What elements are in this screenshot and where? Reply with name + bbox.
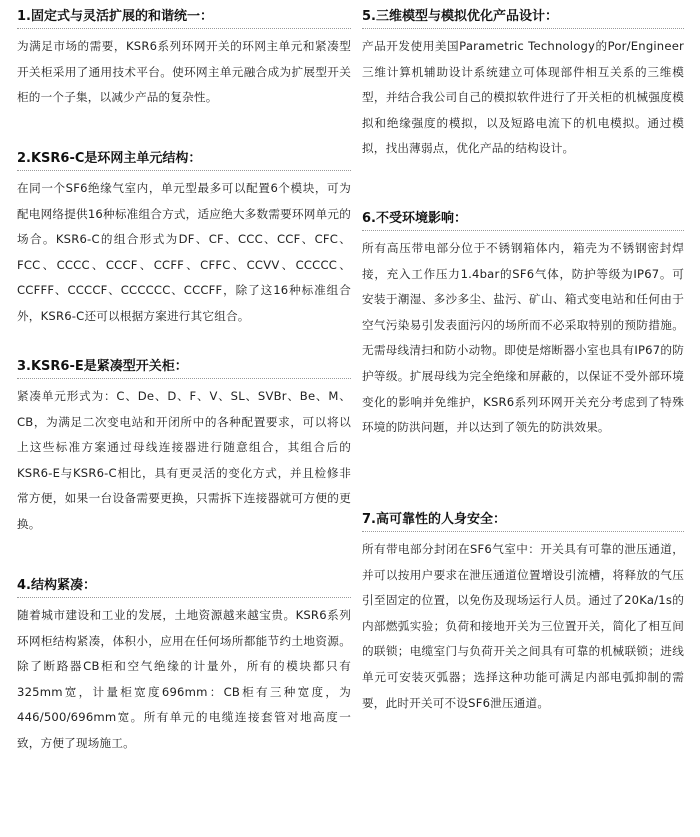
section-body: 紧凑单元形式为：C、De、D、F、V、SL、SVBr、Be、M、CB，为满足二次变电站和开闭所中的各种配置要求，可以将以上这些标准方案通过母线连接器进行随意组合，其组合后的KSR6-E与KSR6-C相比，具有更灵活的变化方式，并且检修非常方便，如果一台设备需要更换，只需拆下连接器就可方便的更换。 (17, 389, 351, 531)
section-3 (17, 358, 351, 538)
section-title: 3.KSR6-E是紧凑型开关柜： (17, 359, 188, 374)
divider (362, 531, 684, 532)
divider (362, 28, 684, 29)
section-title: 7.高可靠性的人身安全： (362, 512, 506, 527)
section-title: 4.结构紧凑： (17, 578, 96, 593)
section-body: 所有高压带电部分位于不锈钢箱体内，箱壳为不锈钢密封焊接，充入工作压力1.4bar的SF6气体，防护等级为IP67。可安装于潮湿、多沙多尘、盐污、矿山、箱式变电站和任何由于空气污染易引发表面污闪的场所而不必采取特别的预防措施。无需母线清扫和防小动物。即使是熔断器小室也具有IP67的防护等级。扩展母线为完全绝缘和屏蔽的，以保证不受外部环境变化的影响并免维护，KSR6系列环网开关充分考虑到了特殊环境的防洪问题，并以达到了领先的防洪效果。 (362, 241, 684, 435)
section-title: 2.KSR6-C是环网主单元结构： (17, 151, 202, 166)
section-title: 5.三维模型与模拟优化产品设计： (362, 9, 558, 24)
section-1 (17, 8, 351, 111)
section-body: 在同一个SF6绝缘气室内，单元型最多可以配置6个模块，可为配电网络提供16种标准组合方式，适应绝大多数需要环网单元的场合。KSR6-C的组合形式为DF、CF、CCC、CCF、CFC、FCC、CCCC、CCCF、CCFF、CFFC、CCVV、CCCCC、CCFFF、CCCCF、CCCCCC、CCCFF，除了这16种标准组合外，KSR6-C还可以根据方案进行其它组合。 (17, 181, 351, 323)
section-2 (17, 150, 351, 330)
section-5 (362, 8, 684, 162)
section-body: 产品开发使用美国Parametric Technology的Por/Engineer三维计算机辅助设计系统建立可体现部件相互关系的三维模型，并结合我公司自己的模拟软件进行了开关柜的机械强度模拟和绝缘强度的模拟，以及短路电流下的机电模拟。通过模拟，找出薄弱点，优化产品的结构设计。 (362, 39, 684, 156)
divider (17, 597, 351, 598)
section-body: 所有带电部分封闭在SF6气室中：开关具有可靠的泄压通道，并可以按用户要求在泄压通道位置增设引流槽，将释放的气压引至固定的位置，以免伤及现场运行人员。通过了20Ka/1s的内部燃弧实验；负荷和接地开关为三位置开关，简化了相互间的联锁；电缆室门与负荷开关之间具有可靠的机械联锁；进线单元可安装灭弧器；选择这种功能可满足内部电弧抑制的需要，此时开关可不设SF6泄压通道。 (362, 542, 684, 710)
section-7 (362, 511, 684, 716)
divider (362, 230, 684, 231)
divider (17, 378, 351, 379)
section-title: 1.固定式与灵活扩展的和谐统一： (17, 9, 213, 24)
section-body: 为满足市场的需要，KSR6系列环网开关的环网主单元和紧凑型开关柜采用了通用技术平台。使环网主单元融合成为扩展型开关柜的一个子集，以减少产品的复杂性。 (17, 39, 351, 105)
divider (17, 28, 351, 29)
divider (17, 170, 351, 171)
section-6 (362, 210, 684, 441)
section-4 (17, 577, 351, 757)
section-title: 6.不受环境影响： (362, 211, 467, 226)
section-body: 随着城市建设和工业的发展，土地资源越来越宝贵。KSR6系列环网柜结构紧凑，体积小，应用在任何场所都能节约土地资源。除了断路器CB柜和空气绝缘的计量外，所有的模块都只有325mm宽，计量柜宽度696mm：CB柜有三种宽度，为446/500/696mm宽。所有单元的电缆连接套管对地高度一致，方便了现场施工。 (17, 608, 351, 750)
